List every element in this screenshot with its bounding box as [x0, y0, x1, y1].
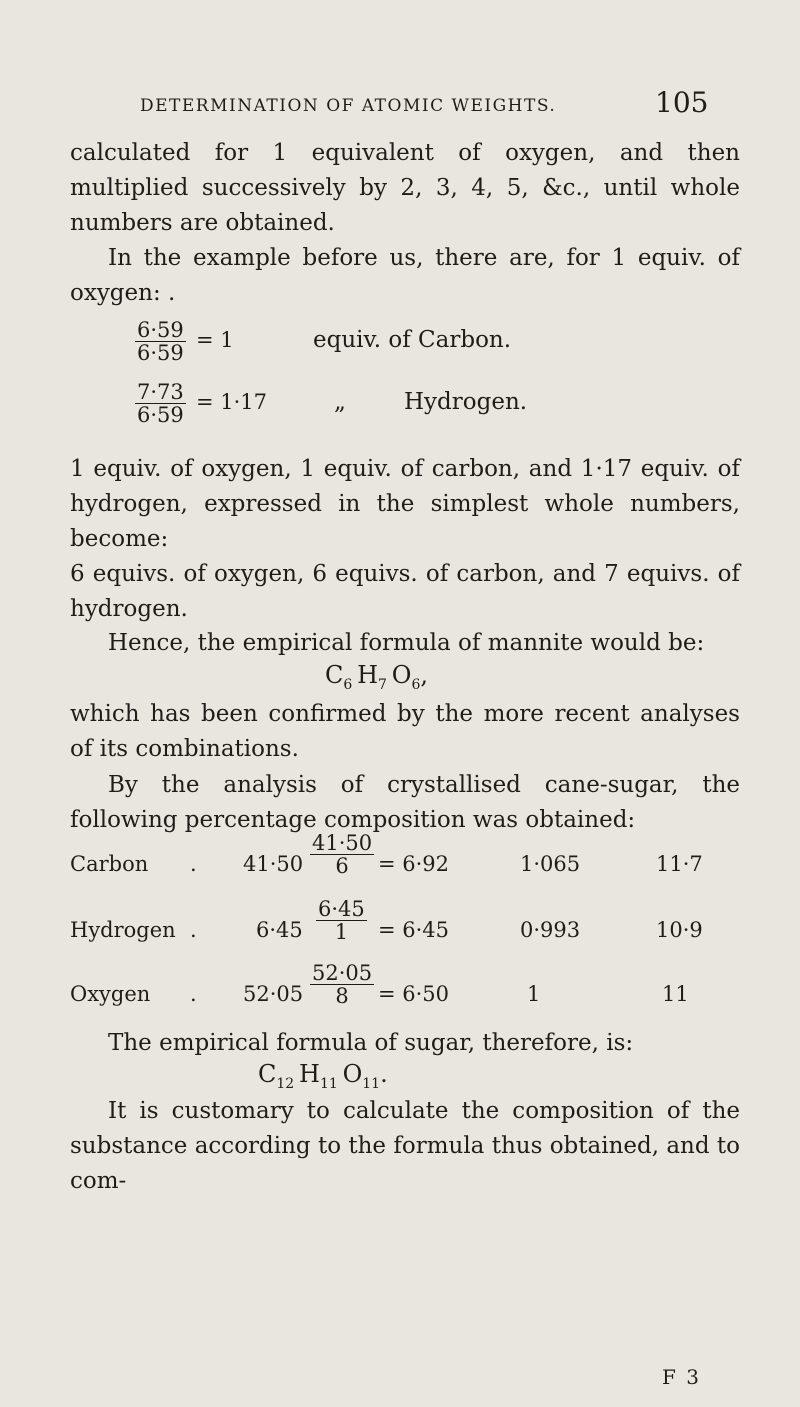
- equiv-label: Hydrogen.: [404, 389, 528, 415]
- paragraph-6: which has been confirmed by the more recent analyses of its combinations.: [70, 701, 740, 762]
- table-row-fraction: $\frac{52\cdot 05}{8}$: [312, 961, 373, 1008]
- paragraph-8: The empirical formula of sugar, therefore, is:: [108, 1030, 634, 1056]
- table-row-percent: 41·50: [243, 852, 304, 876]
- fraction-hydrogen: [135, 382, 186, 425]
- table-row-element: Carbon: [70, 852, 149, 876]
- paragraph-3: 1 equiv. of oxygen, 1 equiv. of carbon, and 1·17 equiv. of hydrogen, expressed in the simplest whole numbers, become:: [70, 456, 740, 552]
- fraction-denominator: 6·59: [137, 341, 184, 365]
- paragraph-5: Hence, the empirical formula of mannite would be:: [108, 630, 705, 656]
- fraction-result: = 1·17: [196, 390, 268, 414]
- running-header: DETERMINATION OF ATOMIC WEIGHTS.: [140, 96, 557, 116]
- table-row-result: = 6·50: [378, 982, 450, 1006]
- table-row-element: Hydrogen: [70, 918, 176, 942]
- table-row-result: = 6·92: [378, 852, 450, 876]
- fraction-numerator: 6·59: [137, 318, 184, 342]
- table-row-ratio: 1·065: [520, 852, 581, 876]
- paragraph-1: calculated for 1 equivalent of oxygen, and then multiplied successively by 2, 3, 4, 5, &c., until whole numbers are obtained.: [70, 140, 740, 236]
- sugar-formula: $C_{12}$ $H_{11}$ $O_{11}$.: [258, 1060, 388, 1092]
- fraction-numerator: 7·73: [137, 380, 184, 404]
- table-row-fraction: $\frac{41\cdot 50}{6}$: [312, 831, 373, 878]
- paragraph-7: By the analysis of crystallised cane-sugar, the following percentage composition was obtained:: [70, 772, 740, 833]
- table-row-element: Oxygen: [70, 982, 151, 1006]
- table-row-dot: .: [190, 918, 197, 942]
- ditto-mark: „: [334, 389, 346, 415]
- fraction-carbon: [135, 320, 186, 363]
- table-row-scaled: 11: [662, 982, 689, 1006]
- equiv-label: equiv. of Carbon.: [313, 327, 512, 353]
- fraction-denominator: 6·59: [137, 403, 184, 427]
- table-row-scaled: 11·7: [656, 852, 703, 876]
- paragraph-4: 6 equivs. of oxygen, 6 equivs. of carbon, and 7 equivs. of hydrogen.: [70, 561, 740, 622]
- table-row-ratio: 1: [527, 982, 541, 1006]
- paragraph-9: It is customary to calculate the composition of the substance according to the formula thus obtained, and to com-: [70, 1098, 740, 1194]
- page-number: 105: [655, 86, 709, 119]
- mannite-formula: $C_6$ $H_7$ $O_6$,: [325, 661, 428, 693]
- table-row-result: = 6·45: [378, 918, 450, 942]
- fraction-result: = 1: [196, 328, 234, 352]
- table-row-dot: .: [190, 982, 197, 1006]
- table-row-dot: .: [190, 852, 197, 876]
- signature-mark: F 3: [662, 1365, 701, 1389]
- table-row-percent: 6·45: [256, 918, 303, 942]
- table-row-fraction: $\frac{6\cdot 45}{1}$: [318, 897, 365, 944]
- table-row-ratio: 0·993: [520, 918, 581, 942]
- paragraph-2: In the example before us, there are, for 1 equiv. of oxygen: .: [70, 245, 740, 306]
- table-row-percent: 52·05: [243, 982, 304, 1006]
- table-row-scaled: 10·9: [656, 918, 703, 942]
